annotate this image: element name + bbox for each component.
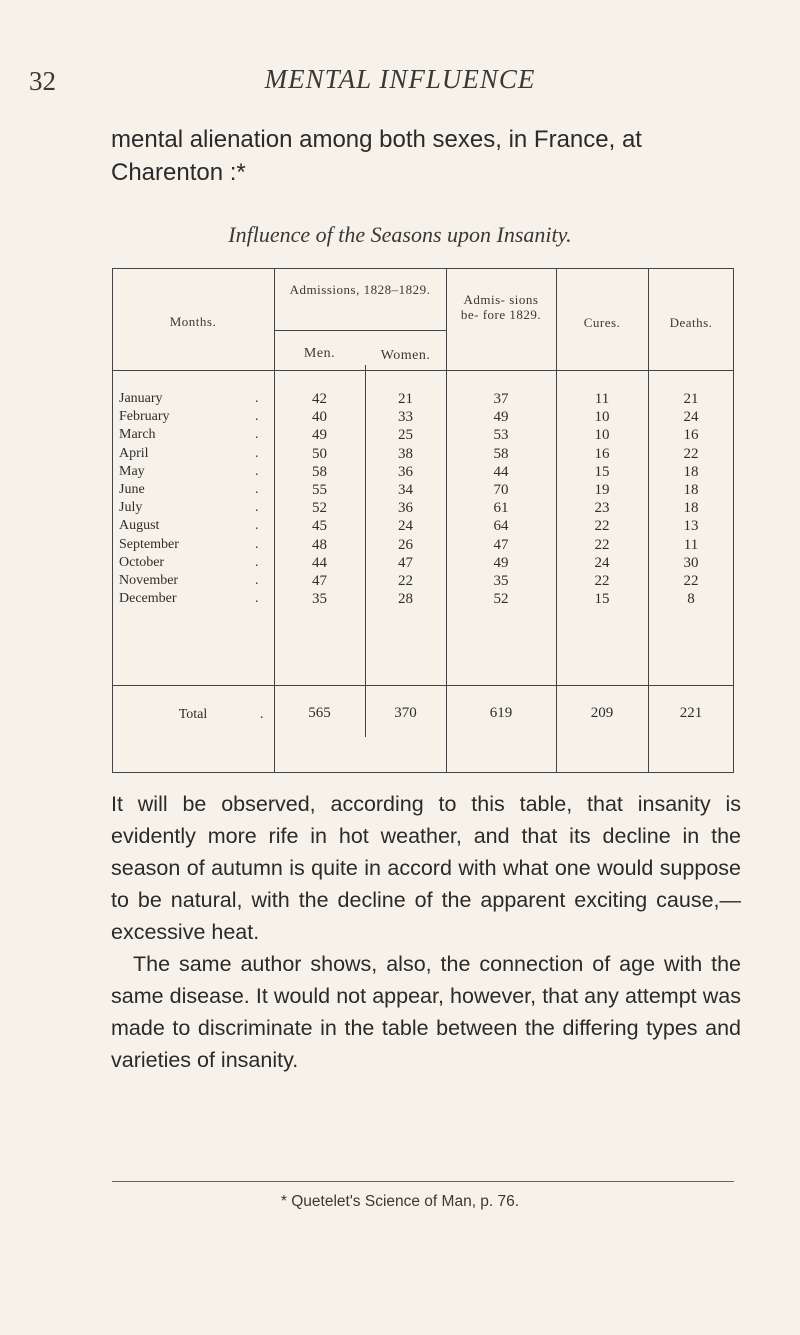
month-label: June — [119, 482, 145, 497]
cell-cures: 10 — [594, 427, 610, 444]
leader-dot: . — [255, 554, 259, 570]
total-rule — [112, 685, 734, 686]
total-leader-dot: . — [260, 707, 264, 722]
cell-cures: 16 — [594, 445, 610, 462]
row-month — [119, 408, 259, 426]
table-left-rule — [112, 268, 113, 773]
row-month — [119, 536, 259, 554]
body-text — [111, 788, 741, 1076]
leader-dot: . — [255, 391, 259, 406]
row-month — [119, 499, 259, 517]
leader-dot: . — [255, 573, 259, 588]
cell-cures: 22 — [594, 518, 610, 535]
cell-before: 35 — [493, 573, 509, 589]
cell-before: 49 — [493, 409, 509, 426]
cell-deaths: 8 — [687, 591, 695, 608]
header-bottom-rule — [112, 370, 734, 371]
month-label: January — [119, 391, 163, 406]
cell-men: 35 — [312, 591, 327, 608]
row-month — [119, 426, 259, 444]
body-paragraph-1: It will be observed, according to this table, that insanity is evidently more rife in hot weather, and that its decline in the season of autumn is quite in accord with what one would suppose to be natural, with the decline of the apparent exciting cause,—excessive heat. — [111, 792, 741, 944]
cell-cures: 11 — [594, 391, 610, 407]
cell-deaths: 22 — [683, 573, 699, 589]
cell-cures: 10 — [594, 409, 610, 426]
cell-women: 24 — [398, 518, 413, 535]
cell-before: 58 — [493, 445, 509, 462]
month-label: July — [119, 500, 143, 516]
month-label: September — [119, 536, 179, 552]
leader-dot: . — [255, 427, 259, 443]
header-men: Men. — [303, 346, 336, 361]
cell-women: 26 — [398, 536, 413, 553]
header-admissions-before: Admis- sions be- fore 1829. — [460, 292, 542, 322]
cell-deaths: 21 — [683, 391, 699, 407]
lead-text: mental alienation among both sexes, in France, at Charenton :* — [111, 126, 642, 186]
page-number: 32 — [29, 66, 56, 96]
cell-cures: 24 — [594, 554, 610, 571]
cell-men: 55 — [312, 482, 327, 498]
month-label: October — [119, 554, 165, 570]
month-label: May — [119, 463, 145, 479]
row-month — [119, 390, 259, 408]
cell-deaths: 18 — [683, 500, 699, 517]
cell-before: 37 — [493, 391, 509, 407]
cell-cures: 23 — [594, 500, 610, 517]
cell-men: 58 — [312, 463, 327, 480]
leader-dot: . — [255, 482, 259, 497]
leader-dot: . — [255, 445, 259, 461]
cell-deaths: 11 — [683, 536, 699, 553]
cell-deaths: 16 — [683, 427, 699, 444]
table-bottom-rule — [112, 772, 734, 773]
row-month — [119, 554, 259, 572]
cell-cures: 15 — [594, 591, 610, 608]
cell-women: 36 — [398, 500, 413, 517]
body-paragraph-2: The same author shows, also, the connection of age with the same disease. It would not appear, however, that any attempt was made to discriminate in the table between the differing types and varieties of insanity. — [111, 952, 741, 1072]
cell-women: 47 — [398, 554, 413, 571]
cell-women: 21 — [398, 391, 413, 407]
footnote: * Quetelet's Science of Man, p. 76. — [280, 1193, 520, 1210]
header-admissions: Admissions, 1828–1829. — [289, 282, 431, 297]
total-before: 619 — [489, 705, 513, 721]
table-top-rule — [112, 268, 734, 269]
cell-men: 42 — [312, 391, 327, 407]
cell-cures: 22 — [594, 573, 610, 589]
cell-men: 47 — [312, 573, 327, 589]
seasons-table — [112, 268, 734, 773]
cell-men: 50 — [312, 445, 327, 462]
total-men: 565 — [308, 705, 331, 721]
cell-women: 38 — [398, 445, 413, 462]
leader-dot: . — [255, 536, 259, 552]
table-title: Influence of the Seasons upon Insanity. — [228, 222, 572, 247]
header-deaths: Deaths. — [669, 315, 713, 330]
leader-dot: . — [255, 409, 259, 425]
leader-dot: . — [255, 591, 259, 607]
cell-deaths: 18 — [683, 463, 699, 480]
header-months: Months. — [169, 314, 217, 329]
row-month — [119, 590, 259, 608]
cell-before: 53 — [493, 427, 509, 444]
row-month — [119, 445, 259, 463]
footnote-rule — [112, 1181, 734, 1182]
row-month — [119, 481, 259, 499]
header-cures: Cures. — [583, 315, 621, 330]
cell-women: 34 — [398, 482, 413, 498]
cell-before: 61 — [493, 500, 509, 517]
cell-men: 52 — [312, 500, 327, 517]
cell-men: 44 — [312, 554, 327, 571]
month-label: March — [119, 427, 156, 443]
month-label: August — [119, 518, 160, 534]
leader-dot: . — [255, 518, 259, 534]
cell-women: 22 — [398, 573, 413, 589]
total-women: 370 — [394, 705, 417, 721]
row-month — [119, 463, 259, 481]
cell-women: 25 — [398, 427, 413, 444]
cell-before: 52 — [493, 591, 509, 608]
cell-cures: 15 — [594, 463, 610, 480]
cell-before: 64 — [493, 518, 509, 535]
running-head: MENTAL INFLUENCE — [264, 64, 536, 94]
cell-men: 49 — [312, 427, 327, 444]
cell-before: 47 — [493, 536, 509, 553]
cell-before: 70 — [493, 482, 509, 498]
cell-men: 45 — [312, 518, 327, 535]
month-label: December — [119, 591, 177, 607]
cell-women: 36 — [398, 463, 413, 480]
cell-deaths: 24 — [683, 409, 699, 426]
cell-men: 40 — [312, 409, 327, 426]
cell-cures: 19 — [594, 482, 610, 498]
month-label: November — [119, 573, 179, 588]
cell-deaths: 30 — [683, 554, 699, 571]
row-month — [119, 572, 259, 590]
leader-dot: . — [255, 500, 259, 516]
cell-deaths: 18 — [683, 482, 699, 498]
total-label: Total — [178, 707, 208, 722]
month-label: February — [119, 409, 170, 425]
row-month — [119, 517, 259, 535]
cell-deaths: 13 — [683, 518, 699, 535]
cell-deaths: 22 — [683, 445, 699, 462]
header-sub-rule — [274, 330, 446, 331]
cell-women: 33 — [398, 409, 413, 426]
header-women: Women. — [380, 348, 431, 363]
cell-before: 49 — [493, 554, 509, 571]
cell-before: 44 — [493, 463, 509, 480]
total-deaths: 221 — [679, 705, 703, 721]
total-cures: 209 — [590, 705, 614, 721]
cell-men: 48 — [312, 536, 327, 553]
cell-women: 28 — [398, 591, 413, 608]
month-label: April — [119, 445, 149, 461]
leader-dot: . — [255, 463, 259, 479]
cell-cures: 22 — [594, 536, 610, 553]
